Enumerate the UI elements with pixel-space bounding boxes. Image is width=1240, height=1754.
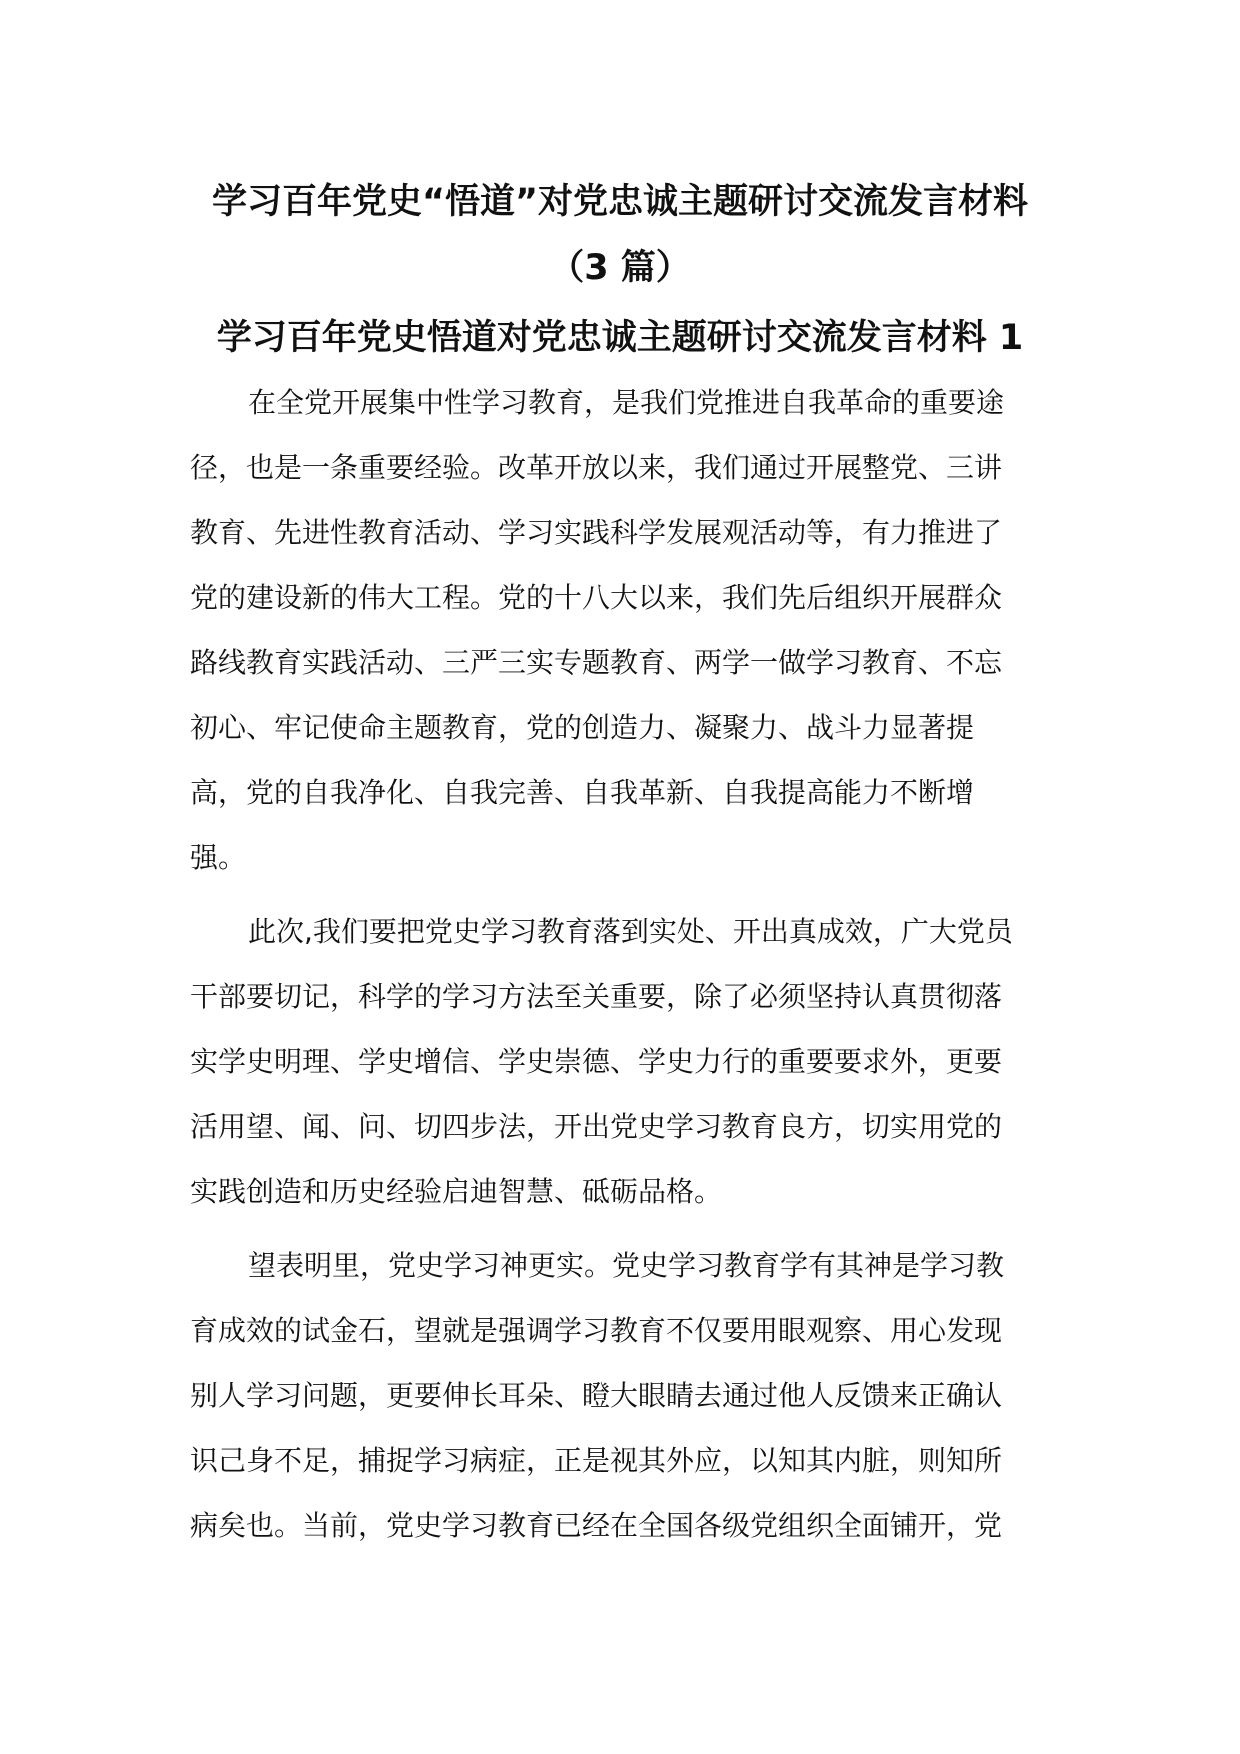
section-subtitle: 学习百年党史悟道对党忠诚主题研讨交流发言材料 1 bbox=[216, 318, 1024, 358]
paragraph-3-line-3: 别人学习问题，更要伸长耳朵、瞪大眼睛去通过他人反馈来正确认 bbox=[190, 1379, 1003, 1412]
paragraph-1-line-5: 路线教育实践活动、三严三实专题教育、两学一做学习教育、不忘 bbox=[190, 646, 1003, 679]
paragraph-3-line-4: 识己身不足，捕捉学习病症，正是视其外应，以知其内脏，则知所 bbox=[190, 1444, 1003, 1477]
paragraph-2-line-4: 活用望、闻、问、切四步法，开出党史学习教育良方，切实用党的 bbox=[190, 1110, 1003, 1143]
paragraph-2-line-3: 实学史明理、学史增信、学史崇德、学史力行的重要要求外，更要 bbox=[190, 1045, 1003, 1078]
paragraph-1-line-8: 强。 bbox=[190, 841, 247, 874]
document-title-line-1: 学习百年党史“悟道”对党忠诚主题研讨交流发言材料 bbox=[211, 182, 1028, 222]
paragraph-2-line-5: 实践创造和历史经验启迪智慧、砥砺品格。 bbox=[190, 1175, 723, 1208]
paragraph-1-line-4: 党的建设新的伟大工程。党的十八大以来，我们先后组织开展群众 bbox=[190, 581, 1003, 614]
paragraph-3-line-2: 育成效的试金石，望就是强调学习教育不仅要用眼观察、用心发现 bbox=[190, 1314, 1003, 1347]
paragraph-1-line-3: 教育、先进性教育活动、学习实践科学发展观活动等，有力推进了 bbox=[190, 516, 1003, 549]
paragraph-2-line-2: 干部要切记，科学的学习方法至关重要，除了必须坚持认真贯彻落 bbox=[190, 980, 1003, 1013]
paragraph-1-line-6: 初心、牢记使命主题教育，党的创造力、凝聚力、战斗力显著提 bbox=[190, 711, 975, 744]
paragraph-1-line-1: 在全党开展集中性学习教育，是我们党推进自我革命的重要途 bbox=[248, 386, 1005, 419]
paragraph-3-line-5: 病矣也。当前，党史学习教育已经在全国各级党组织全面铺开，党 bbox=[190, 1509, 1003, 1542]
paragraph-1-line-7: 高，党的自我净化、自我完善、自我革新、自我提高能力不断增 bbox=[190, 776, 975, 809]
paragraph-2-line-1: 此次,我们要把党史学习教育落到实处、开出真成效，广大党员 bbox=[248, 915, 1013, 948]
paragraph-3-line-1: 望表明里，党史学习神更实。党史学习教育学有其神是学习教 bbox=[248, 1249, 1005, 1282]
document-title-line-2: （3 篇） bbox=[549, 248, 691, 288]
paragraph-1-line-2: 径，也是一条重要经验。改革开放以来，我们通过开展整党、三讲 bbox=[190, 451, 1003, 484]
